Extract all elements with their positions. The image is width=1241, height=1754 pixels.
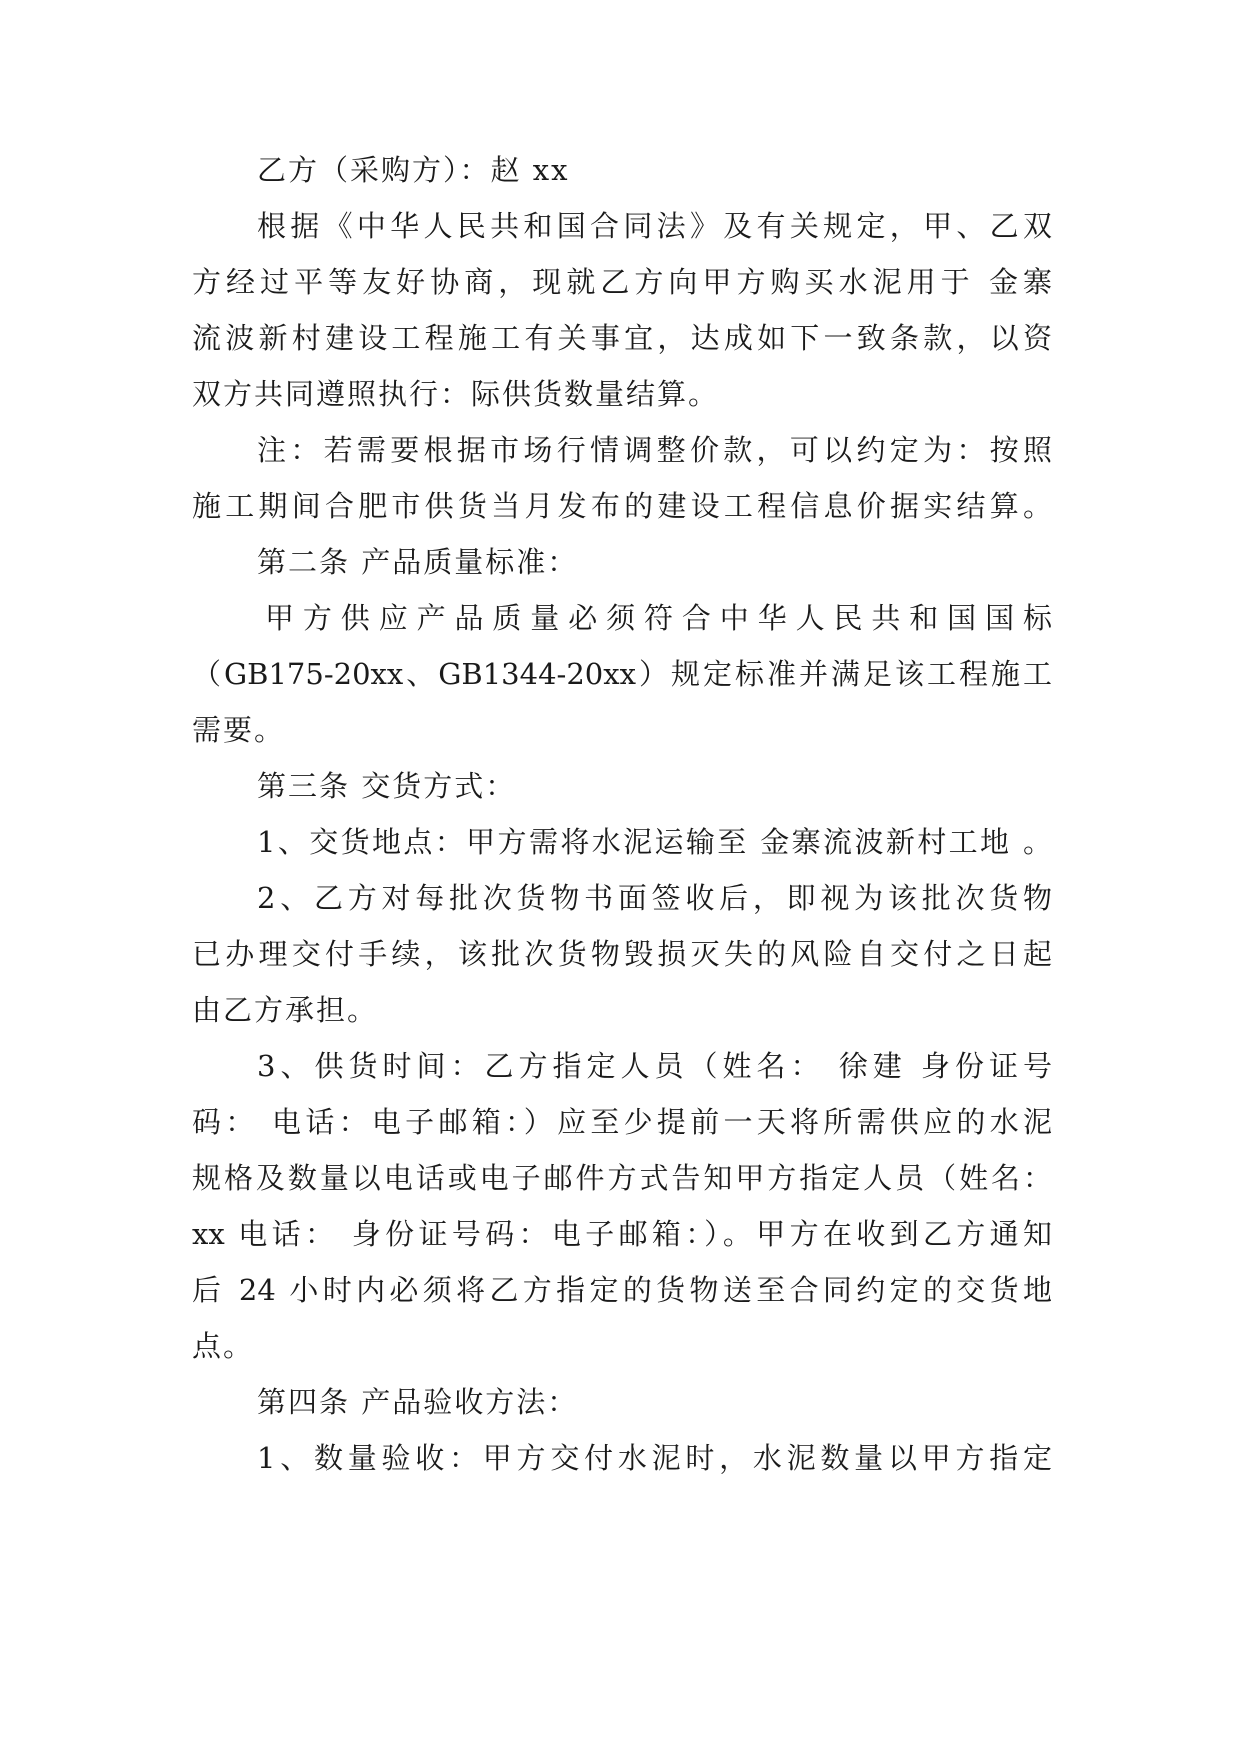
text-line: 1、数量验收：甲方交付水泥时，水泥数量以甲方指定: [257, 1441, 1052, 1475]
text-line: 第四条 产品验收方法：: [257, 1385, 579, 1419]
text-line: 根据《中华人民共和国合同法》及有关规定，甲、乙双: [257, 209, 1052, 243]
text-line: 由乙方承担。: [192, 993, 379, 1027]
text-line: 规格及数量以电话或电子邮件方式告知甲方指定人员（姓名：: [192, 1161, 1052, 1195]
text-line: xx 电话： 身份证号码：电子邮箱：）。甲方在收到乙方通知: [192, 1217, 1052, 1251]
text-line: 后 24 小时内必须将乙方指定的货物送至合同约定的交货地: [192, 1273, 1052, 1307]
text-line: 双方共同遵照执行：际供货数量结算。: [192, 377, 720, 411]
text-line: 码： 电话：电子邮箱：）应至少提前一天将所需供应的水泥: [192, 1105, 1052, 1139]
text-line: 已办理交付手续，该批次货物毁损灭失的风险自交付之日起: [192, 937, 1052, 971]
text-line: （GB175-20xx、GB1344-20xx）规定标准并满足该工程施工: [192, 657, 1052, 691]
text-line: 第二条 产品质量标准：: [257, 545, 579, 579]
text-line: 2、乙方对每批次货物书面签收后，即视为该批次货物: [257, 881, 1052, 915]
text-line: 乙方（采购方）：赵 xx: [257, 153, 570, 187]
text-line: 方经过平等友好协商，现就乙方向甲方购买水泥用于 金寨: [192, 265, 1052, 299]
text-line: 施工期间合肥市供货当月发布的建设工程信息价据实结算。: [192, 489, 1052, 523]
text-line: 点。: [192, 1329, 255, 1363]
text-line: 注：若需要根据市场行情调整价款，可以约定为：按照: [257, 433, 1052, 467]
text-line: 第三条 交货方式：: [257, 769, 517, 803]
text-line: 1、交货地点：甲方需将水泥运输至 金寨流波新村工地 。: [257, 825, 1052, 859]
text-line: 3、供货时间：乙方指定人员（姓名： 徐建 身份证号: [257, 1049, 1052, 1083]
text-line: 需要。: [192, 713, 286, 747]
text-line: 流波新村建设工程施工有关事宜，达成如下一致条款，以资: [192, 321, 1052, 355]
text-line: 甲方供应产品质量必须符合中华人民共和国国标: [265, 601, 1052, 635]
